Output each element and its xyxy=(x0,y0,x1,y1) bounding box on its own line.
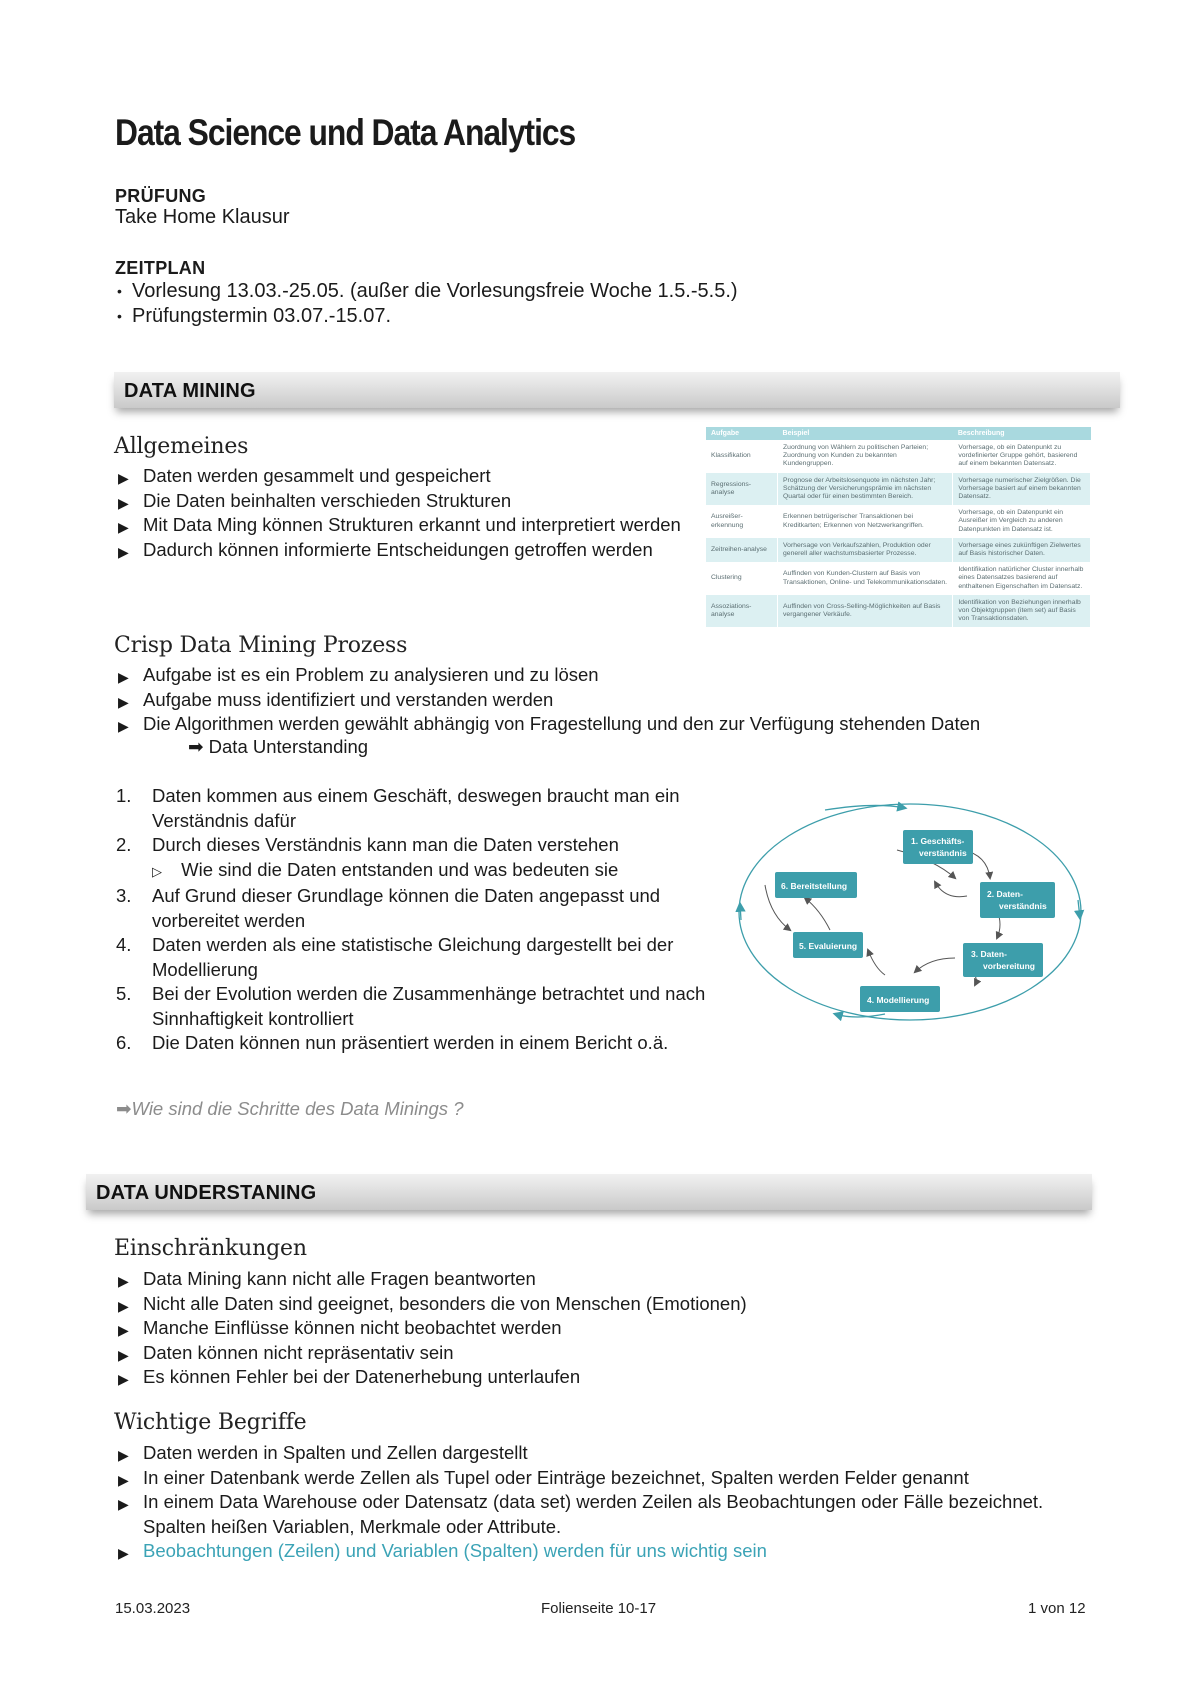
triangle-bullet-icon: ▶ xyxy=(118,718,129,734)
table-cell: Prognose der Arbeitslosenquote im nächsten Jahr; Schätzung der Versicherungsprämie im nächsten Quartal oder für einen bestimmten Bereich. xyxy=(778,473,953,506)
table-cell: Zeitreihen-analyse xyxy=(706,538,778,562)
crisp-cycle-diagram xyxy=(735,800,1085,1025)
table-cell: Ausreißer-erkennung xyxy=(706,505,778,538)
list-item: ▶ In einer Datenbank werde Zellen als Tupel oder Einträge bezeichnet, Spalten werden Felder genannt xyxy=(116,1466,1076,1491)
hollow-triangle-icon: ▷ xyxy=(152,863,162,879)
steps-question: ➡Wie sind die Schritte des Data Minings ? xyxy=(116,1098,464,1119)
triangle-bullet-icon: ▶ xyxy=(118,543,129,560)
list-item: ▶ Nicht alle Daten sind geeignet, besonders die von Menschen (Emotionen) xyxy=(116,1292,1096,1317)
steps-list xyxy=(116,784,716,1056)
right-arrow-icon: ➡ xyxy=(188,736,204,757)
list-item: ▶ Daten werden gesammelt und gespeichert xyxy=(116,464,681,489)
footer-date: 15.03.2023 xyxy=(115,1600,191,1617)
cycle-node-geschaeftsverstaendnis xyxy=(903,830,973,864)
section-heading-allgemeines: Allgemeines xyxy=(114,434,249,459)
zeitplan-item: • Prüfungstermin 03.07.-15.07. xyxy=(115,304,1015,329)
table-header: Beschreibung xyxy=(953,427,1091,440)
list-item: ▶ Aufgabe ist es ein Problem zu analysieren und zu lösen xyxy=(116,663,1116,688)
table-cell: Klassifikation xyxy=(706,440,778,473)
triangle-bullet-icon: ▶ xyxy=(118,494,129,511)
list-item: ▶ Data Mining kann nicht alle Fragen beantworten xyxy=(116,1267,1096,1292)
triangle-bullet-icon: ▶ xyxy=(118,1545,129,1561)
triangle-bullet-icon: ▶ xyxy=(118,470,129,486)
cycle-node-modellierung xyxy=(860,986,940,1012)
triangle-bullet-icon: ▶ xyxy=(118,1371,129,1387)
list-item: ▶ In einem Data Warehouse oder Datensatz (data set) werden Zeilen als Beobachtungen oder Fälle bezeichnet. Spalten heißen Variablen, Merkmale oder Attribute. xyxy=(118,1491,1044,1537)
svg-text:4. Modellierung: 4. Modellierung xyxy=(867,995,930,1005)
svg-text:5. Evaluierung: 5. Evaluierung xyxy=(799,941,858,951)
table-row xyxy=(706,440,1091,473)
table-cell: Auffinden von Kunden-Clustern auf Basis von Transaktionen, Online- und Telekommunikationsdaten. xyxy=(778,562,953,595)
table-row xyxy=(706,562,1091,595)
pruefung-label: PRÜFUNG xyxy=(115,186,207,206)
svg-text:verständnis: verständnis xyxy=(999,901,1047,911)
cycle-node-evaluierung xyxy=(793,932,863,958)
allgemeines-list xyxy=(116,464,681,562)
table-cell: Identifikation natürlicher Cluster innerhalb eines Datensatzes basierend auf enthaltenen Eigenschaften im Datensatz. xyxy=(953,562,1091,595)
page-title: Data Science und Data Analytics xyxy=(115,112,576,153)
step-item: 4. Daten werden als eine statistische Gleichung dargestellt bei der Modellierung xyxy=(116,934,674,980)
table-cell: Vorhersage eines zukünftigen Zielwertes auf Basis historischer Daten. xyxy=(953,538,1091,562)
table-cell: Clustering xyxy=(706,562,778,595)
table-cell: Vorhersage, ob ein Datenpunkt ein Ausreißer im Vergleich zu anderen Datenpunkten im Datensatz ist. xyxy=(953,505,1091,538)
cycle-node-bereitstellung xyxy=(775,872,857,898)
table-row xyxy=(706,505,1091,538)
table-cell: Zuordnung von Wählern zu politischen Parteien; Zuordnung von Kunden zu bekannten Kundengruppen. xyxy=(778,440,953,473)
triangle-bullet-icon: ▶ xyxy=(118,1496,129,1512)
list-item: ▶ Es können Fehler bei der Datenerhebung unterlaufen xyxy=(116,1365,1096,1390)
table-header: Aufgabe xyxy=(706,427,778,440)
banner-title: DATA UNDERSTANING xyxy=(96,1182,317,1204)
svg-text:2. Daten-: 2. Daten- xyxy=(987,889,1023,899)
zeitplan-item: • Vorlesung 13.03.-25.05. (außer die Vorlesungsfreie Woche 1.5.-5.5.) xyxy=(115,279,1015,304)
section-heading-crisp: Crisp Data Mining Prozess xyxy=(114,633,408,658)
zeitplan-list xyxy=(115,279,1015,329)
list-item: ▶ Dadurch können informierte Entscheidungen getroffen werden xyxy=(116,538,681,563)
zeitplan-label: ZEITPLAN xyxy=(115,258,206,278)
svg-text:verständnis: verständnis xyxy=(919,848,967,858)
cycle-node-datenvorbereitung xyxy=(963,943,1043,977)
list-item: ▶ Mit Data Ming können Strukturen erkannt und interpretiert werden xyxy=(116,513,681,538)
crisp-arrow-note: ➡ Data Unterstanding xyxy=(188,736,369,757)
triangle-bullet-icon: ▶ xyxy=(118,669,129,685)
table-header: Beispiel xyxy=(778,427,953,440)
svg-text:vorbereitung: vorbereitung xyxy=(983,961,1035,971)
table-cell: Regressions-analyse xyxy=(706,473,778,506)
triangle-bullet-icon: ▶ xyxy=(118,1447,129,1463)
right-arrow-icon: ➡ xyxy=(116,1098,132,1119)
list-item: ▶ Aufgabe muss identifiziert und verstanden werden xyxy=(116,688,1116,713)
triangle-bullet-icon: ▶ xyxy=(118,1322,129,1338)
section-heading-begriffe: Wichtige Begriffe xyxy=(114,1410,307,1435)
svg-text:3. Daten-: 3. Daten- xyxy=(971,949,1007,959)
step-item: 6. Die Daten können nun präsentiert werden in einem Bericht o.ä. xyxy=(116,1032,669,1053)
footer-slide-range: Folienseite 10-17 xyxy=(541,1600,657,1617)
data-mining-tasks-table xyxy=(706,427,1091,627)
triangle-bullet-icon: ▶ xyxy=(118,1273,129,1289)
triangle-bullet-icon: ▶ xyxy=(118,1297,129,1314)
triangle-bullet-icon: ▶ xyxy=(118,693,129,710)
triangle-bullet-icon: ▶ xyxy=(118,1346,129,1363)
step-item: 3. Auf Grund dieser Grundlage können die Daten angepasst und vorbereitet werden xyxy=(116,885,661,931)
svg-text:6. Bereitstellung: 6. Bereitstellung xyxy=(781,881,848,891)
banner-title: DATA MINING xyxy=(124,380,256,402)
table-cell: Assoziations-analyse xyxy=(706,595,778,628)
section-heading-einschraenkungen: Einschränkungen xyxy=(114,1236,307,1261)
triangle-bullet-icon: ▶ xyxy=(118,519,129,535)
table-cell: Vorhersage, ob ein Datenpunkt zu vordefinierter Gruppe gehört, basierend auf einem bekannten Datensatz. xyxy=(953,440,1091,473)
list-item: ▶ Die Algorithmen werden gewählt abhängig von Fragestellung und den zur Verfügung stehenden Daten xyxy=(116,712,1116,737)
svg-text:1. Geschäfts-: 1. Geschäfts- xyxy=(911,836,965,846)
einschraenkungen-list xyxy=(116,1267,1096,1390)
step-item: 2. Durch dieses Verständnis kann man die Daten verstehen ▷ Wie sind die Daten entstanden und was bedeuten sie xyxy=(116,833,716,884)
table-cell: Vorhersage von Verkaufszahlen, Produktion oder generell aller wachstumsbasierter Prozesse. xyxy=(778,538,953,562)
list-item-highlight: ▶ Beobachtungen (Zeilen) und Variablen (Spalten) werden für uns wichtig sein xyxy=(116,1539,1076,1564)
list-item: ▶ Manche Einflüsse können nicht beobachtet werden xyxy=(116,1316,1096,1341)
table-row xyxy=(706,473,1091,506)
table-row xyxy=(706,538,1091,562)
triangle-bullet-icon: ▶ xyxy=(118,1471,129,1488)
cycle-node-datenverstaendnis xyxy=(980,882,1055,918)
list-item: ▶ Daten können nicht repräsentativ sein xyxy=(116,1341,1096,1366)
section-banner-data-mining xyxy=(114,372,1120,408)
table-cell: Erkennen betrügerischer Transaktionen bei Kreditkarten; Erkennen von Netzwerkangriffen. xyxy=(778,505,953,538)
list-item: ▶ Daten werden in Spalten und Zellen dargestellt xyxy=(116,1441,1076,1466)
table-cell: Auffinden von Cross-Selling-Möglichkeiten auf Basis vergangener Verkäufe. xyxy=(778,595,953,628)
table-row xyxy=(706,595,1091,628)
step-item: 5. Bei der Evolution werden die Zusammenhänge betrachtet und nach Sinnhaftigkeit kontrolliert xyxy=(116,983,706,1029)
step-item: 1. Daten kommen aus einem Geschäft, deswegen braucht man ein Verständnis dafür xyxy=(116,785,680,831)
step-sub-item: ▷ Wie sind die Daten entstanden und was bedeuten sie xyxy=(152,858,619,880)
pruefung-value: Take Home Klausur xyxy=(115,206,290,228)
table-cell: Vorhersage numerischer Zielgrößen. Die Vorhersage basiert auf einem bekannten Datensatz. xyxy=(953,473,1091,506)
crisp-list xyxy=(116,663,1116,737)
begriffe-list xyxy=(116,1441,1076,1564)
list-item: ▶ Die Daten beinhalten verschieden Strukturen xyxy=(116,489,681,514)
footer-page-number: 1 von 12 xyxy=(1028,1600,1086,1617)
section-banner-data-understanding xyxy=(86,1174,1092,1210)
table-cell: Identifikation von Beziehungen innerhalb von Objektgruppen (item set) auf Basis von Transaktionsdaten. xyxy=(953,595,1091,628)
